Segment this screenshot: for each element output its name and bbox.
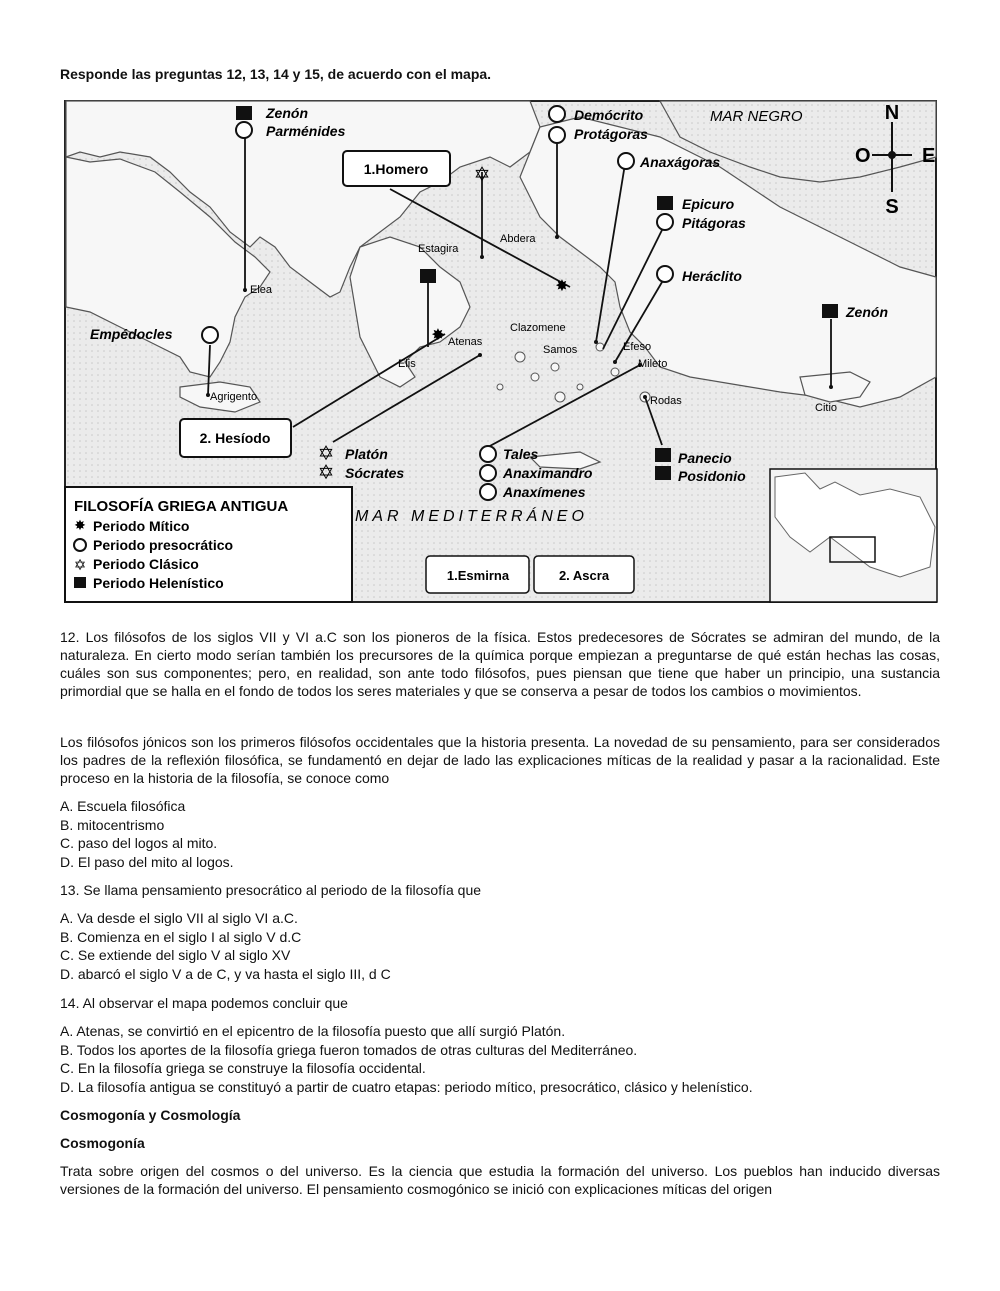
label-tales: Tales: [503, 446, 539, 462]
place-estagira: Estagira: [418, 243, 459, 255]
option-d: D. El paso del mito al logos.: [60, 853, 234, 870]
question-13-options: [60, 909, 391, 983]
classic-star-icon: ✡: [317, 443, 335, 465]
section-heading-cosmogonia: Cosmogonía: [60, 1135, 145, 1151]
legend-classic-icon: ✡: [73, 557, 87, 574]
box-ascra-label: 2. Ascra: [558, 568, 610, 583]
box-esmirna-label: 1.Esmirna: [446, 568, 510, 583]
compass-s: S: [885, 196, 899, 218]
place-elis: Elis: [398, 358, 416, 370]
presocratic-circle-icon: [549, 106, 565, 122]
legend-presocratico: Periodo presocrático: [93, 537, 234, 553]
legend-presocratic-icon: [74, 539, 86, 551]
box-hesiodo-label: 2. Hesíodo: [199, 430, 271, 446]
label-anaximenes: Anaxímenes: [503, 484, 586, 500]
label-zenon-2: Zenón: [846, 304, 888, 320]
option-c: C. En la filosofía griega se construye la filosofía occidental.: [60, 1060, 426, 1076]
label-posidonio: Posidonio: [678, 468, 746, 484]
label-mediterranean: MAR MEDITERRÁNEO: [355, 508, 588, 525]
legend-clasico: Periodo Clásico: [93, 556, 199, 572]
question-12-paragraph-2: Los filósofos jónicos son los primeros filósofos occidentales que la historia presenta. La novedad de su pensamiento, para ser considerados los padres de la reflexión filosófica, se fundamentó en dejar de lado las explicaciones míticas de la realidad y pasar a la racionalidad. Este proceso en la historia de la filosofía, se conoce como: [60, 734, 940, 786]
option-c: C. Se extiende del siglo V al siglo XV: [60, 947, 291, 963]
greek-philosophy-map: [60, 97, 940, 605]
compass-o: O: [855, 145, 871, 167]
place-elea: Elea: [250, 284, 273, 296]
question-14-text: 14. Al observar el mapa podemos concluir que: [60, 995, 348, 1011]
place-rodas: Rodas: [650, 395, 682, 407]
label-empedocles: Empédocles: [90, 326, 173, 342]
question-12-paragraph-1: 12. Los filósofos de los siglos VII y VI a.C son los pioneros de la física. Estos predecesores de Sócrates se admiran del mundo, de la naturaleza. En cierto modo serían también los precursores de la química porque empiezan a preguntarse de qué están hechas las cosas, cuáles son sus componentes; pero, en realidad, son ante todo filósofos, pues piensan que tiene que haber un principio, una sustancia primordial que se halla en el fondo de todos los seres materiales y que se conserva a pesar de todos los cambios o movimientos.: [60, 629, 940, 699]
hellenistic-square-icon: [658, 197, 672, 209]
presocratic-circle-icon: [657, 214, 673, 230]
label-platon: Platón: [345, 446, 388, 462]
section-heading-cosmogonia-cosmologia: Cosmogonía y Cosmología: [60, 1107, 241, 1123]
place-efeso: Éfeso: [623, 341, 652, 353]
place-citio: Citio: [815, 402, 838, 414]
cosmogonia-paragraph: Trata sobre origen del cosmos o del universo. Es la ciencia que estudia la formación del universo. Los pueblos han inducido diversas versiones de la formación del universo. El pensamiento cosmogónico se inició con explicaciones míticas del origen: [60, 1163, 940, 1197]
option-a: A. Escuela filosófica: [60, 798, 186, 814]
place-abdera: Abdera: [500, 233, 536, 245]
mythic-star-icon: ✸: [431, 327, 445, 344]
hellenistic-square-icon: [823, 305, 837, 317]
box-homero-label: 1.Homero: [363, 161, 429, 177]
legend-mythic-icon: ✸: [74, 517, 86, 533]
label-protagoras: Protágoras: [574, 126, 648, 142]
label-anaximandro: Anaximandro: [503, 465, 593, 481]
legend-mitico: Periodo Mítico: [93, 518, 190, 534]
place-clazomene: Clazomene: [510, 322, 566, 334]
compass-e: E: [922, 145, 936, 167]
option-c: C. paso del logos al mito.: [60, 835, 218, 851]
legend: [65, 487, 352, 602]
option-b: B. mitocentrismo: [60, 816, 165, 833]
presocratic-circle-icon: [549, 127, 565, 143]
legend-title: FILOSOFÍA GRIEGA ANTIGUA: [74, 498, 289, 515]
option-a: A. Va desde el siglo VII al siglo VI a.C.: [60, 910, 298, 926]
mythic-star-icon: ✸: [555, 278, 569, 295]
question-13-text: 13. Se llama pensamiento presocrático al periodo de la filosofía que: [60, 882, 482, 898]
option-d: D. abarcó el siglo V a de C, y va hasta el siglo III, d C: [60, 965, 391, 982]
classic-star-icon: ✡: [473, 164, 491, 186]
legend-helenistico: Periodo Helenístico: [93, 575, 224, 591]
label-democrito: Demócrito: [574, 107, 644, 123]
presocratic-circle-icon: [480, 446, 496, 462]
label-pitagoras: Pitágoras: [682, 215, 746, 231]
option-b: B. Comienza en el siglo I al siglo V d.C: [60, 928, 302, 945]
question-12-options: [60, 797, 234, 871]
option-d: D. La filosofía antigua se constituyó a partir de cuatro etapas: periodo mítico, presocrático, clásico y helenístico.: [60, 1078, 753, 1095]
presocratic-circle-icon: [618, 153, 634, 169]
presocratic-circle-icon: [202, 327, 218, 343]
label-panecio: Panecio: [678, 450, 732, 466]
place-atenas: Atenas: [448, 336, 483, 348]
place-samos: Samos: [543, 344, 578, 356]
legend-hellenistic-icon: [74, 577, 86, 588]
hellenistic-square-icon: [421, 270, 435, 282]
compass-n: N: [884, 102, 900, 124]
presocratic-circle-icon: [236, 122, 252, 138]
presocratic-circle-icon: [480, 484, 496, 500]
option-a: A. Atenas, se convirtió en el epicentro de la filosofía puesto que allí surgió Platón.: [60, 1023, 566, 1039]
place-mileto: Mileto: [638, 358, 668, 370]
label-zenon: Zenón: [266, 105, 308, 121]
hellenistic-square-icon: [656, 449, 670, 461]
presocratic-circle-icon: [657, 266, 673, 282]
inset-map: [770, 469, 937, 602]
question-14-options: [60, 1022, 753, 1096]
label-epicuro: Epicuro: [682, 196, 735, 212]
place-agrigento: Agrigento: [210, 391, 258, 403]
label-parmenides: Parménides: [266, 123, 346, 139]
hellenistic-square-icon: [656, 467, 670, 479]
label-black-sea: MAR NEGRO: [710, 108, 803, 125]
option-b: B. Todos los aportes de la filosofía griega fueron tomados de otras culturas del Mediterráneo.: [60, 1041, 638, 1058]
label-socrates: Sócrates: [345, 465, 405, 481]
label-anaxagoras: Anaxágoras: [640, 154, 721, 170]
classic-star-icon: ✡: [317, 462, 335, 484]
hellenistic-square-icon: [237, 107, 251, 119]
label-heraclito: Heráclito: [682, 268, 742, 284]
presocratic-circle-icon: [480, 465, 496, 481]
instructions-heading: Responde las preguntas 12, 13, 14 y 15, de acuerdo con el mapa.: [60, 66, 492, 82]
